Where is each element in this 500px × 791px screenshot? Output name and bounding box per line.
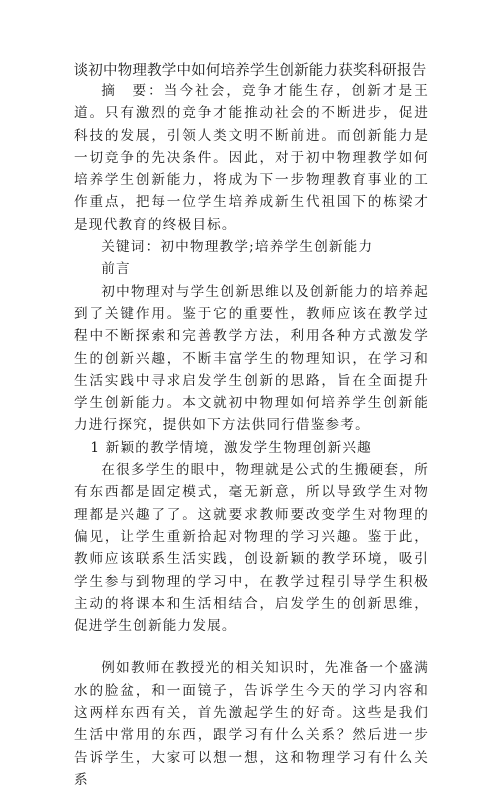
section-1-paragraph: 在很多学生的眼中，物理就是公式的生搬硬套，所有东西都是固定模式，毫无新意，所以导致学生对物理都是兴趣了了。这就要求教师要改变学生对物理的偏见，让学生重新拾起对物理的学习兴趣。鉴于此，教师应该联系生活实践，创设新颖的教学环境，吸引学生参与到物理的学习中，在教学过程引导学生积极主动的将课本和生活相结合，启发学生的创新思维，促进学生创新能力发展。 (74, 462, 429, 635)
section-1-heading: 1 新颖的教学情境，激发学生物理创新兴趣 (90, 439, 372, 456)
example-paragraph: 例如教师在教授光的相关知识时，先准备一个盛满水的脸盆，和一面镜子，告诉学生今天的学习内容和这两样东西有关，首先激起学生的好奇。这些是我们生活中常用的东西，跟学习有什么关系？然后进一步告诉学生，大家可以想一想，这和物理学习有什么关系 (74, 660, 429, 788)
preface-heading: 前言 (101, 261, 131, 278)
document-body (74, 80, 429, 791)
preface-paragraph: 初中物理对与学生创新思维以及创新能力的培养起到了关键作用。鉴于它的重要性，教师应该在教学过程中不断探索和完善教学方法，利用各种方式激发学生的创新兴趣，不断丰富学生的物理知识，在学习和生活实践中寻求启发学生创新的思路，旨在全面提升学生创新能力。本文就初中物理如何培养学生创新能力进行探究，提供如下方法供同行借鉴参考。 (74, 283, 429, 434)
abstract-paragraph: 摘 要：当今社会，竞争才能生存，创新才是王道。只有激烈的竞争才能推动社会的不断进步，促进科技的发展，引领人类文明不断前进。而创新能力是一切竞争的先决条件。因此，对于初中物理教学如何培养学生创新能力，将成为下一步物理教育事业的工作重点，把每一位学生培养成新生代祖国下的栋梁才是现代教育的终极目标。 (74, 83, 429, 233)
document-title: 谈初中物理教学中如何培养学生创新能力获奖科研报告 (73, 63, 427, 79)
keywords-paragraph: 关键词：初中物理教学;培养学生创新能力 (101, 239, 374, 256)
